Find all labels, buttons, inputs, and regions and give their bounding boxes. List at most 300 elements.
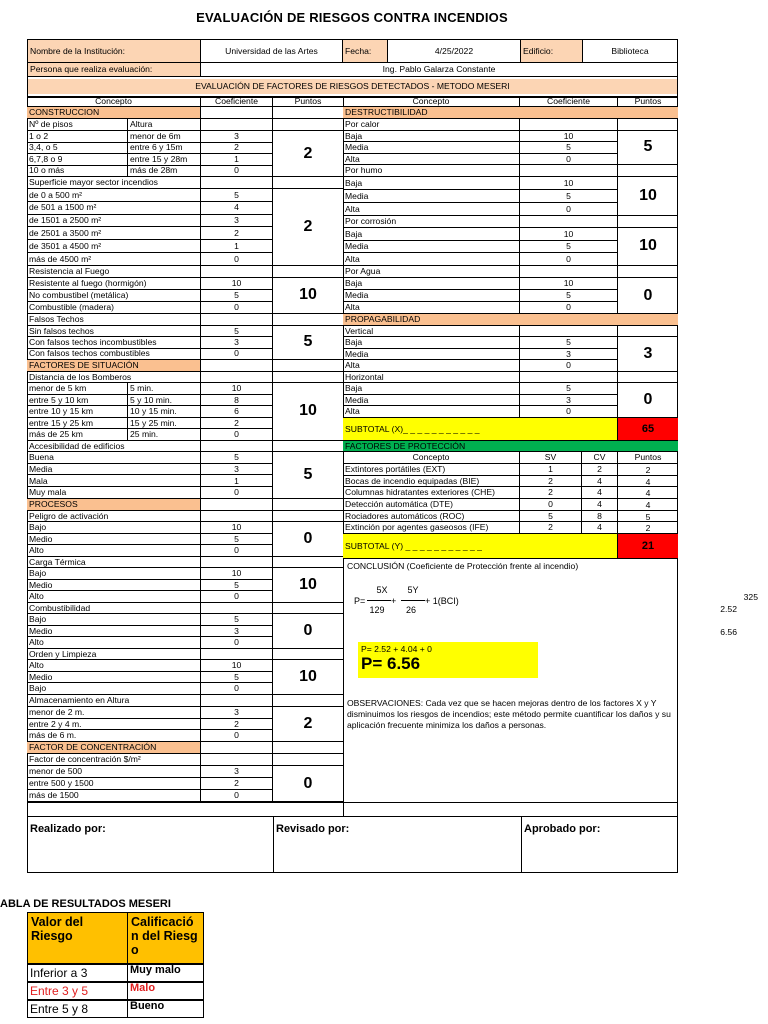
section-title: PROCESOS: [27, 499, 201, 511]
conclusion-heading: CONCLUSIÓN (Coeficiente de Protección frente al incendio): [347, 560, 579, 571]
fraction-2-num: 5Y: [407, 585, 419, 595]
row-coefficient: 0: [520, 302, 618, 314]
row-coefficient: 0: [520, 360, 618, 372]
group-points: 2: [273, 707, 343, 742]
evaluator-label: Persona que realiza evaluación:: [27, 63, 201, 77]
result-value: P= 6.56: [361, 654, 421, 673]
page-title: EVALUACIÓN DE RIESGOS CONTRA INCENDIOS: [196, 10, 508, 25]
approved-by-cell: [522, 817, 677, 872]
section-coef-empty: [201, 360, 273, 372]
group-title-points-empty: [273, 266, 343, 278]
protection-section-title: FACTORES DE PROTECCIÓN: [343, 441, 678, 452]
protection-sv: 5: [520, 511, 582, 523]
group-title-coef-empty: [201, 603, 273, 614]
row-label: Medio: [27, 672, 201, 684]
made-by-label: Realizado por:: [30, 823, 106, 835]
row-label: más de 6 m.: [27, 730, 201, 742]
group-title-points-empty: [273, 314, 343, 326]
row-label-2: 10 y 15 min.: [128, 406, 201, 418]
group-title: Falsos Techos: [27, 314, 201, 326]
group-title-points-empty: [618, 326, 678, 337]
evaluator-value: Ing. Pablo Galarza Constante: [201, 63, 678, 77]
row-coefficient: 0: [201, 730, 273, 742]
group-title: Accesibilidad de edificios: [27, 441, 201, 452]
row-label: Buena: [27, 452, 201, 464]
row-label: Media: [343, 395, 520, 407]
group-title: Distancia de los Bomberos: [27, 372, 201, 383]
row-coefficient: 10: [520, 278, 618, 290]
row-label-2: 15 y 25 min.: [128, 418, 201, 430]
group-title-points-empty: [273, 119, 343, 131]
row-coefficient: 0: [520, 203, 618, 216]
row-label: más de 1500: [27, 790, 201, 802]
protection-cv: 4: [582, 487, 618, 499]
institution-label: Nombre de la Institución:: [27, 39, 201, 63]
result-box: [358, 642, 538, 678]
date-label: Fecha:: [343, 39, 388, 63]
section-title: DESTRUCTIBILIDAD: [343, 107, 678, 119]
row-coefficient: 1: [201, 154, 273, 166]
row-coefficient: 2: [201, 719, 273, 731]
row-label-2: entre 15 y 28m: [128, 154, 201, 166]
protection-points: 2: [618, 522, 678, 534]
group-title-points-empty: [618, 266, 678, 278]
group-points: 5: [273, 326, 343, 360]
row-label: Baja: [343, 228, 520, 241]
row-coefficient: 3: [520, 349, 618, 361]
right-header-concept: Concepto: [343, 97, 520, 107]
results-title: ABLA DE RESULTADOS MESERI: [0, 898, 171, 910]
row-label: Alta: [343, 203, 520, 216]
group-title: Superficie mayor sector incendios: [27, 177, 201, 189]
results-row-rating: Muy malo: [127, 964, 204, 982]
row-label: Mala: [27, 475, 201, 487]
section-title: FACTOR DE CONCENTRACIÓN: [27, 742, 201, 754]
row-coefficient: 5: [520, 383, 618, 395]
group-title-coef-empty: [201, 557, 273, 568]
row-coefficient: 3: [201, 464, 273, 476]
row-coefficient: 6: [201, 406, 273, 418]
row-label: Bajo: [27, 614, 201, 626]
row-coefficient: 1: [201, 475, 273, 487]
row-label: Alta: [343, 360, 520, 372]
protection-cv: 4: [582, 476, 618, 488]
row-label: Con falsos techos combustibles: [27, 349, 201, 360]
protection-sv: 0: [520, 499, 582, 511]
subtotal-label: SUBTOTAL (Y) _ _ _ _ _ _ _ _ _ _ _: [343, 534, 618, 559]
fraction-1-line: [367, 600, 391, 601]
section-coef-empty: [201, 742, 273, 754]
section-points-empty: [273, 360, 343, 372]
row-label: Sin falsos techos: [27, 326, 201, 337]
group-title: Por calor: [343, 119, 520, 131]
row-coefficient: 0: [201, 429, 273, 441]
formula: [353, 585, 473, 617]
group-title-coef-empty: [201, 695, 273, 707]
row-coefficient: 0: [201, 253, 273, 266]
row-label-2: menor de 6m: [128, 131, 201, 143]
row-coefficient: 10: [520, 131, 618, 142]
row-label: Alto: [27, 591, 201, 603]
institution-value: Universidad de las Artes: [201, 39, 343, 63]
row-coefficient: 0: [201, 166, 273, 178]
row-coefficient: 5: [201, 534, 273, 546]
row-label: Baja: [343, 131, 520, 142]
fraction-2-line: [401, 600, 425, 601]
approved-by-label: Aprobado por:: [524, 823, 601, 835]
protection-header-points: Puntos: [618, 452, 678, 464]
row-coefficient: 5: [201, 614, 273, 626]
row-coefficient: 5: [201, 290, 273, 302]
result-calc: P= 2.52 + 4.04 + 0: [361, 644, 432, 654]
group-points: 0: [273, 614, 343, 649]
row-label: menor de 5 km: [27, 383, 128, 395]
protection-sv: 2: [520, 522, 582, 534]
group-title-coef-empty: [520, 165, 618, 177]
row-label: Baja: [343, 383, 520, 395]
right-header-points: Puntos: [618, 97, 678, 107]
group-title-coef-empty: [201, 372, 273, 383]
row-label-2: más de 28m: [128, 166, 201, 178]
group-title-coef-empty: [520, 266, 618, 278]
group-points: 0: [273, 766, 343, 802]
row-label: entre 10 y 15 km: [27, 406, 128, 418]
row-coefficient: 10: [201, 568, 273, 580]
group-title: Carga Térmica: [27, 557, 201, 568]
group-points: 10: [273, 383, 343, 441]
row-label: Baja: [343, 177, 520, 190]
group-title-points-empty: [273, 649, 343, 660]
row-coefficient: 0: [201, 637, 273, 649]
row-coefficient: 0: [201, 487, 273, 499]
row-coefficient: 2: [201, 418, 273, 430]
bottom-divider: [27, 802, 678, 803]
row-label: Baja: [343, 337, 520, 349]
row-label: Muy mala: [27, 487, 201, 499]
protection-concept: Extinción por agentes gaseosos (IFE): [343, 522, 520, 534]
side-value-3: 6.56: [720, 627, 737, 637]
results-row-rating: Malo: [127, 982, 204, 1000]
results-row-value: Inferior a 3: [27, 964, 128, 982]
results-row-rating: Bueno: [127, 1000, 204, 1018]
row-label: Baja: [343, 278, 520, 290]
row-label: Bajo: [27, 522, 201, 534]
group-points: 0: [618, 278, 678, 314]
group-title: Por humo: [343, 165, 520, 177]
row-label: 1 o 2: [27, 131, 128, 143]
section-points-empty: [273, 742, 343, 754]
section-coef-empty: [201, 499, 273, 511]
group-title-coef-empty: [201, 441, 273, 452]
row-coefficient: 3: [520, 395, 618, 407]
row-coefficient: 0: [520, 253, 618, 266]
results-header-value: Valor del Riesgo: [27, 912, 128, 964]
group-points: 10: [273, 278, 343, 314]
row-label: menor de 500: [27, 766, 201, 778]
row-label: Media: [343, 190, 520, 203]
row-coefficient: 0: [520, 406, 618, 418]
reviewed-by-cell: [274, 817, 522, 872]
row-coefficient: 5: [201, 452, 273, 464]
row-coefficient: 2: [201, 143, 273, 155]
group-title-points-empty: [273, 511, 343, 522]
row-coefficient: 1: [201, 240, 273, 253]
group-title-coef-empty: [201, 754, 273, 766]
row-coefficient: 10: [201, 278, 273, 290]
group-title-points-empty: [618, 165, 678, 177]
group-title-points-empty: [273, 372, 343, 383]
row-label: Media: [27, 464, 201, 476]
row-coefficient: 3: [201, 215, 273, 228]
row-coefficient: 4: [201, 202, 273, 215]
group-title-points-empty: [273, 695, 343, 707]
section-points-empty: [273, 107, 343, 119]
row-coefficient: 0: [520, 154, 618, 165]
group-title-points-empty: [618, 119, 678, 131]
group-points: 0: [618, 383, 678, 418]
signature-row: [27, 816, 678, 873]
group-points: 2: [273, 189, 343, 266]
protection-points: 5: [618, 511, 678, 523]
row-coefficient: 10: [520, 228, 618, 241]
protection-concept: Bocas de incendio equipadas (BIE): [343, 476, 520, 488]
protection-points: 4: [618, 487, 678, 499]
group-title-points-empty: [273, 754, 343, 766]
row-label-2: entre 6 y 15m: [128, 143, 201, 155]
group-title-points-empty: [618, 372, 678, 383]
row-label: Media: [343, 290, 520, 302]
protection-header-cv: CV: [582, 452, 618, 464]
group-title-points-empty: [273, 441, 343, 452]
row-coefficient: 5: [201, 189, 273, 202]
reviewed-by-label: Revisado por:: [276, 823, 350, 835]
row-label: más de 4500 m²: [27, 253, 201, 266]
date-value: 4/25/2022: [388, 39, 521, 63]
results-row-value: Entre 3 y 5: [27, 982, 128, 1000]
row-label-2: 5 min.: [128, 383, 201, 395]
row-label: Media: [343, 142, 520, 153]
group-title-coef-empty: [201, 649, 273, 660]
group-title-points-empty: [273, 603, 343, 614]
group-title: Peligro de activación: [27, 511, 201, 522]
row-label: menor de 2 m.: [27, 707, 201, 719]
row-label: Alta: [343, 154, 520, 165]
results-header-rating: Calificación del Riesgo: [127, 912, 204, 964]
row-coefficient: 10: [201, 660, 273, 672]
group-title: Combustibilidad: [27, 603, 201, 614]
row-label: Media: [343, 241, 520, 254]
group-title: Orden y Limpieza: [27, 649, 201, 660]
row-coefficient: 10: [201, 522, 273, 534]
group-points: 5: [618, 131, 678, 165]
fraction-2-den: 26: [405, 605, 416, 615]
left-header-coef: Coeficiente: [201, 97, 273, 107]
row-coefficient: 5: [201, 580, 273, 592]
protection-cv: 4: [582, 499, 618, 511]
band-title: EVALUACIÓN DE FACTORES DE RIESGOS DETECTADOS - METODO MESERI: [28, 79, 677, 94]
group-title-coef-empty: [201, 119, 273, 131]
row-coefficient: 3: [201, 626, 273, 638]
protection-points: 2: [618, 464, 678, 476]
protection-concept: Detección automática (DTE): [343, 499, 520, 511]
group-title-coef-empty: [201, 511, 273, 522]
protection-cv: 2: [582, 464, 618, 476]
row-coefficient: 2: [201, 778, 273, 790]
group-points: 0: [273, 522, 343, 557]
row-label: Alto: [27, 545, 201, 557]
row-label: Medio: [27, 534, 201, 546]
formula-plus: +: [391, 596, 397, 606]
group-points: 10: [273, 568, 343, 603]
row-label: 3,4, o 5: [27, 143, 128, 155]
group-title: Factor de concentración $/m²: [27, 754, 201, 766]
subtotal-value: 65: [618, 418, 678, 441]
protection-header-sv: SV: [520, 452, 582, 464]
group-title: Nº de pisos: [27, 119, 128, 131]
row-label-2: 25 min.: [128, 429, 201, 441]
group-title-coef-empty: [201, 266, 273, 278]
row-label: de 2501 a 3500 m²: [27, 227, 201, 240]
row-coefficient: 10: [201, 383, 273, 395]
row-coefficient: 5: [201, 672, 273, 684]
formula-tail: + 1(BCI): [425, 596, 459, 606]
group-points: 5: [273, 452, 343, 499]
group-points: 10: [618, 177, 678, 216]
row-coefficient: 10: [520, 177, 618, 190]
group-title: Por Agua: [343, 266, 520, 278]
results-row-value: Entre 5 y 8: [27, 1000, 128, 1018]
row-label: Bajo: [27, 683, 201, 695]
group-title: Resistencia al Fuego: [27, 266, 201, 278]
subtotal-label: SUBTOTAL (X)_ _ _ _ _ _ _ _ _ _ _: [343, 418, 618, 441]
group-title: Vertical: [343, 326, 520, 337]
row-label: Con falsos techos incombustibles: [27, 337, 201, 348]
protection-cv: 8: [582, 511, 618, 523]
section-title: CONSTRUCCION: [27, 107, 201, 119]
group-title-points-empty: [618, 216, 678, 228]
section-title: PROPAGABILIDAD: [343, 314, 678, 326]
building-value: Biblioteca: [583, 39, 678, 63]
subtotal-value: 21: [618, 534, 678, 559]
protection-concept: Columnas hidratantes exteriores (CHE): [343, 487, 520, 499]
fraction-1-den: 129: [369, 605, 385, 615]
row-label: Alto: [27, 660, 201, 672]
row-coefficient: 0: [201, 591, 273, 603]
group-title-coef-empty: [520, 372, 618, 383]
row-label: de 0 a 500 m²: [27, 189, 201, 202]
row-label: Alta: [343, 302, 520, 314]
group-title: Por corrosión: [343, 216, 520, 228]
row-label: 6,7,8 o 9: [27, 154, 128, 166]
group-points: 10: [618, 228, 678, 266]
row-label-2: 5 y 10 min.: [128, 395, 201, 407]
group-title-coef-empty: [520, 119, 618, 131]
row-label: más de 25 km: [27, 429, 128, 441]
section-points-empty: [273, 499, 343, 511]
group-title-coef-empty: [520, 216, 618, 228]
row-coefficient: 0: [201, 545, 273, 557]
band-row: [27, 77, 678, 97]
group-title-2: Altura: [128, 119, 201, 131]
row-label: entre 500 y 1500: [27, 778, 201, 790]
row-label: de 3501 a 4500 m²: [27, 240, 201, 253]
protection-cv: 4: [582, 522, 618, 534]
row-coefficient: 3: [201, 131, 273, 143]
group-title-coef-empty: [520, 326, 618, 337]
row-label: entre 15 y 25 km: [27, 418, 128, 430]
row-coefficient: 0: [201, 302, 273, 314]
row-label: No combustibel (metálica): [27, 290, 201, 302]
row-coefficient: 5: [520, 241, 618, 254]
row-coefficient: 3: [201, 707, 273, 719]
row-coefficient: 0: [201, 349, 273, 360]
group-points: 2: [273, 131, 343, 177]
row-coefficient: 3: [201, 766, 273, 778]
row-label: Alta: [343, 406, 520, 418]
protection-concept: Extintores portátiles (EXT): [343, 464, 520, 476]
protection-concept: Rociadores automáticos (ROC): [343, 511, 520, 523]
side-value-2: 2.52: [720, 604, 737, 614]
row-label: de 1501 a 2500 m²: [27, 215, 201, 228]
protection-sv: 1: [520, 464, 582, 476]
row-coefficient: 5: [520, 190, 618, 203]
row-coefficient: 5: [520, 142, 618, 153]
row-label: Media: [343, 349, 520, 361]
group-title-coef-empty: [201, 314, 273, 326]
row-coefficient: 8: [201, 395, 273, 407]
group-title-points-empty: [273, 557, 343, 568]
group-title-coef-empty: [201, 177, 273, 189]
protection-sv: 2: [520, 476, 582, 488]
row-coefficient: 3: [201, 337, 273, 348]
protection-sv: 2: [520, 487, 582, 499]
left-header-points: Puntos: [273, 97, 343, 107]
row-coefficient: 5: [520, 337, 618, 349]
row-coefficient: 5: [201, 326, 273, 337]
group-title-points-empty: [273, 177, 343, 189]
row-coefficient: 0: [201, 790, 273, 802]
group-title: Horizontal: [343, 372, 520, 383]
left-header-concept: Concepto: [27, 97, 201, 107]
row-label: entre 2 y 4 m.: [27, 719, 201, 731]
protection-points: 4: [618, 499, 678, 511]
row-label: 10 o más: [27, 166, 128, 178]
protection-header-concept: Concepto: [343, 452, 520, 464]
formula-p: P=: [354, 596, 366, 606]
observaciones: OBSERVACIONES: Cada vez que se hacen mejoras dentro de los factores X y Y disminuimos los riesgos de incendios; este método permite cuantificar los daños y su aplicación frecuente minimiza los daños a personas.: [347, 698, 671, 730]
protection-points: 4: [618, 476, 678, 488]
row-coefficient: 2: [201, 227, 273, 240]
row-label: de 501 a 1500 m²: [27, 202, 201, 215]
building-label: Edificio:: [521, 39, 583, 63]
made-by-cell: [28, 817, 274, 872]
row-coefficient: 5: [520, 290, 618, 302]
group-title: Almacenamiento en Altura: [27, 695, 201, 707]
row-coefficient: 0: [201, 683, 273, 695]
row-label: Alto: [27, 637, 201, 649]
row-label: Combustible (madera): [27, 302, 201, 314]
side-value-1: 325: [743, 592, 758, 602]
row-label: Alta: [343, 253, 520, 266]
row-label: Medio: [27, 580, 201, 592]
row-label: Medio: [27, 626, 201, 638]
row-label: entre 5 y 10 km: [27, 395, 128, 407]
row-label: Resistente al fuego (hormigón): [27, 278, 201, 290]
fraction-1-num: 5X: [376, 585, 388, 595]
section-title: FACTORES DE SITUACIÓN: [27, 360, 201, 372]
group-points: 3: [618, 337, 678, 372]
right-header-coef: Coeficiente: [520, 97, 618, 107]
